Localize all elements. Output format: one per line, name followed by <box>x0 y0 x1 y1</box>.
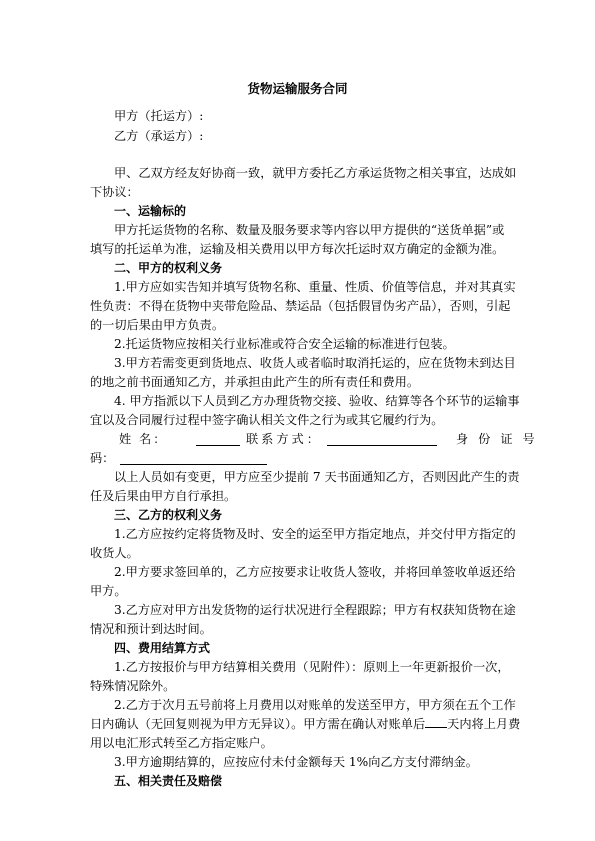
intro-line-1: 甲、乙双方经友好协商一致，就甲方委托乙方承运货物之相关事宜，达成如 <box>114 166 517 180</box>
section-5-heading: 五、相关责任及赔偿 <box>114 774 223 788</box>
contact-label: 联系方式： <box>246 432 322 446</box>
s4-p3-line: 3.甲方逾期结算的，应按应付未付金额每天 1%向乙方支付滞纳金。 <box>114 755 478 769</box>
section-2-heading: 二、甲方的权利义务 <box>114 261 223 275</box>
s4-p1-line-1: 1.乙方按报价与甲方结算相关费用（见附件）：原则上一年更新报价一次， <box>114 660 510 674</box>
s2-p4-line-1: 4. 甲方指派以下人员到乙方办理货物交接、验收、结算等各个环节的运输事 <box>114 394 520 408</box>
s2-p3-line-1: 3.甲方若需变更到货地点、收货人或者临时取消托运的，应在货物未到达目 <box>114 356 516 370</box>
name-label: 姓 名： <box>119 432 168 446</box>
s2-p3-line-2: 的地之前书面通知乙方，并承担由此产生的所有责任和费用。 <box>90 375 420 389</box>
s1-p1-line-1: 甲方托运货物的名称、数量及服务要求等内容以甲方提供的“送货单据”或 <box>114 223 505 237</box>
s2-p5-line-1: 以上人员如有变更，甲方应至少提前 7 天书面通知乙方，否则因此产生的责 <box>114 470 520 484</box>
s4-p1-line-2: 特殊情况除外。 <box>90 679 176 693</box>
s2-p1-line-3: 的一切后果由甲方负责。 <box>90 318 225 332</box>
section-3-heading: 三、乙方的权利义务 <box>114 508 223 522</box>
s4-p2-line-1: 2.乙方于次月五号前将上月费用以对账单的发送至甲方，甲方须在五个工作 <box>114 698 516 712</box>
section-1-heading: 一、运输标的 <box>114 204 187 218</box>
id-number-label: 身份证号 <box>456 432 545 446</box>
s4-p2-line-3: 用以电汇形式转至乙方指定账户。 <box>90 736 273 750</box>
id-number-label-cont: 码： <box>90 451 115 465</box>
id-number-blank <box>120 464 267 465</box>
party-b-line: 乙方（承运方）: <box>114 129 204 143</box>
s4-p2-line-2-after: 天内将上月费 <box>447 717 521 731</box>
days-blank <box>425 715 447 728</box>
s2-p1-line-2: 性负责：不得在货物中夹带危险品、禁运品（包括假冒伪劣产品），否则，引起 <box>90 299 511 313</box>
s3-p2-line-1: 2.甲方要求签回单的，乙方应按要求让收货人签收，并将回单签收单返还给 <box>114 565 516 579</box>
s4-p2-line-2-before: 日内确认（无回复则视为甲方无异议）。甲方需在确认对账单后 <box>90 717 426 731</box>
s3-p2-line-2: 甲方。 <box>90 584 127 598</box>
s3-p3-line-1: 3.乙方应对甲方出发货物的运行状况进行全程跟踪；甲方有权获知货物在途 <box>114 603 516 617</box>
s3-p1-line-1: 1.乙方应按约定将货物及时、安全的运至甲方指定地点，并交付甲方指定的 <box>114 527 516 541</box>
s2-p5-line-2: 任及后果由甲方自行承担。 <box>90 489 237 503</box>
s3-p1-line-2: 收货人。 <box>90 546 139 560</box>
s2-p4-line-2: 宜以及合同履行过程中签字确认相关文件之行为或其它履约行为。 <box>90 413 444 427</box>
s1-p1-line-2: 填写的托运单为准，运输及相关费用以甲方每次托运时双方确定的金额为准。 <box>90 242 505 256</box>
section-4-heading: 四、费用结算方式 <box>114 641 211 655</box>
s3-p3-line-2: 情况和预计到达时间。 <box>90 622 212 636</box>
contact-blank <box>327 445 437 446</box>
s4-p2-line-2 <box>90 715 520 733</box>
s2-p2-line: 2.托运货物应按相关行业标准或符合安全运输的标准进行包装。 <box>114 337 455 351</box>
party-a-line: 甲方（托运方）: <box>114 109 204 123</box>
document-title: 货物运输服务合同 <box>247 81 348 96</box>
intro-line-2: 下协议： <box>90 185 139 199</box>
name-blank <box>196 445 240 446</box>
s2-p1-line-1: 1.甲方应如实告知并填写货物名称、重量、性质、价值等信息，并对其真实 <box>114 280 516 294</box>
